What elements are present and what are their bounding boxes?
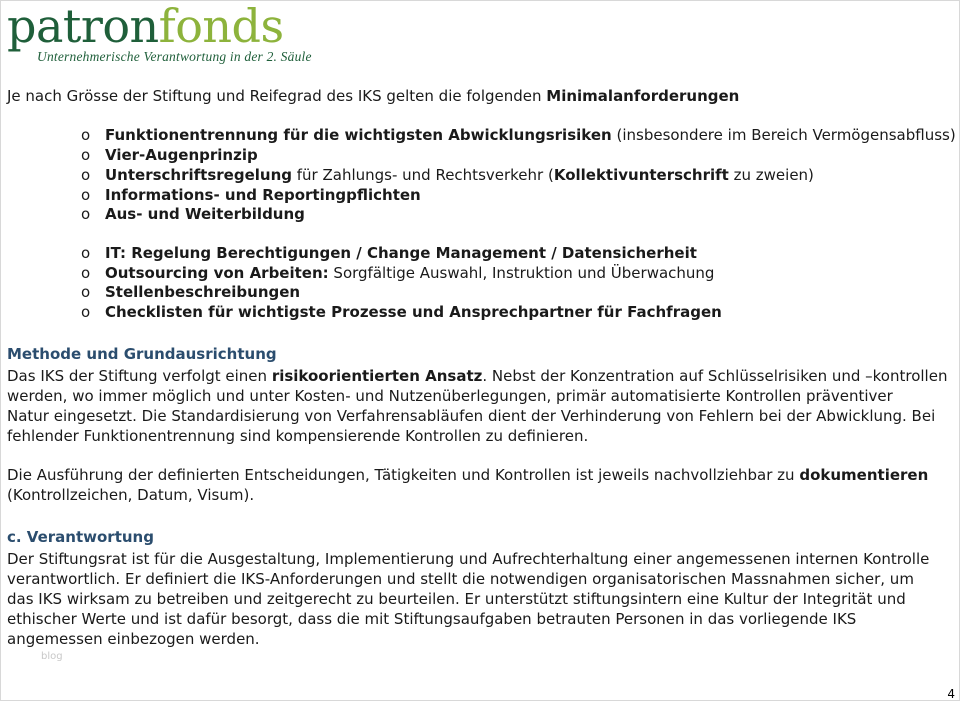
line-text: . Nebst der Konzentration auf Schlüsselrisiken und –kontrollen: [482, 367, 948, 385]
logo-word-fonds: fonds: [158, 0, 284, 53]
list-item: [81, 263, 714, 283]
list-item-bold: Funktionentrennung für die wichtigsten Abwicklungsrisiken: [105, 126, 612, 144]
list-item-bold: Unterschriftsregelung: [105, 166, 292, 184]
paragraph-verantwortung: [7, 549, 957, 649]
logo-wordmark: [7, 1, 312, 51]
logo: [7, 1, 312, 65]
line-text: Die Ausführung der definierten Entscheidungen, Tätigkeiten und Kontrollen ist jeweils nachvollziehbar zu: [7, 466, 800, 484]
paragraph-line: fehlender Funktionentrennung sind kompensierende Kontrollen zu definieren.: [7, 427, 589, 445]
bullet-marker: o: [81, 264, 91, 282]
list-item: [81, 165, 814, 185]
list-item: [81, 282, 300, 302]
paragraph-line: [7, 465, 957, 485]
logo-tagline: Unternehmerische Verantwortung in der 2. Säule: [37, 49, 312, 64]
paragraph-dokumentation: [7, 465, 957, 505]
list-item: [81, 302, 722, 322]
list-item-bold: Checklisten für wichtigste Prozesse und Ansprechpartner für Fachfragen: [105, 303, 722, 321]
list-item: [81, 185, 421, 205]
bullet-marker: o: [81, 126, 91, 144]
bullet-marker: o: [81, 186, 91, 204]
paragraph-line: Der Stiftungsrat ist für die Ausgestaltung, Implementierung und Aufrechterhaltung einer angemessenen internen Kontrolle: [7, 550, 930, 568]
bullet-marker: o: [81, 205, 91, 223]
list-item-text: zu zweien): [728, 166, 814, 184]
line-bold: dokumentieren: [799, 466, 929, 484]
list-item-bold: Outsourcing von Arbeiten:: [105, 264, 329, 282]
watermark: blog: [41, 651, 63, 662]
intro-sentence: [7, 86, 739, 106]
paragraph-line: ethischer Werte und ist dafür besorgt, dass die mit Stiftungsaufgaben betrauten Personen in das vorliegende IKS: [7, 610, 857, 628]
bullet-marker: o: [81, 146, 91, 164]
bullet-marker: o: [81, 166, 91, 184]
list-item: [81, 145, 258, 165]
paragraph-line: Natur eingesetzt. Die Standardisierung von Verfahrensabläufen dient der Verhinderung von Fehlern bei der Abwicklung. Bei: [7, 407, 936, 425]
intro-text: Je nach Grösse der Stiftung und Reifegrad des IKS gelten die folgenden: [7, 87, 547, 105]
list-item-text: (insbesondere im Bereich Vermögensabfluss): [611, 126, 956, 144]
paragraph-line: werden, wo immer möglich und unter Kosten- und Nutzenüberlegungen, primär automatisierte Kontrollen präventiver: [7, 387, 893, 405]
list-item: [81, 204, 305, 224]
paragraph-line: [7, 366, 957, 386]
bullet-marker: o: [81, 244, 91, 262]
line-bold: risikoorientierten Ansatz: [271, 367, 483, 385]
paragraph-line: verantwortlich. Er definiert die IKS-Anforderungen und stellt die notwendigen organisatorischen Massnahmen sicher, um: [7, 570, 914, 588]
bullet-marker: o: [81, 303, 91, 321]
list-item-bold: Kollektivunterschrift: [553, 166, 729, 184]
page-number: 4: [947, 687, 955, 701]
paragraph-methode: [7, 366, 957, 446]
bullet-marker: o: [81, 283, 91, 301]
list-item-bold: Vier-Augenprinzip: [105, 146, 258, 164]
paragraph-line: (Kontrollzeichen, Datum, Visum).: [7, 486, 255, 504]
list-item-bold: Aus- und Weiterbildung: [105, 205, 305, 223]
list-item-bold: IT: Regelung Berechtigungen / Change Management / Datensicherheit: [105, 244, 697, 262]
intro-bold: Minimalanforderungen: [546, 87, 740, 105]
list-item-text: Sorgfältige Auswahl, Instruktion und Überwachung: [328, 264, 715, 282]
section-heading-methode: Methode und Grundausrichtung: [7, 345, 277, 363]
list-item: [81, 125, 956, 145]
section-heading-verantwortung: c. Verantwortung: [7, 528, 154, 546]
list-item-bold: Informations- und Reportingpflichten: [105, 186, 421, 204]
line-text: Das IKS der Stiftung verfolgt einen: [7, 367, 272, 385]
list-item: [81, 243, 697, 263]
logo-word-patron: patron: [7, 0, 159, 53]
list-item-text: für Zahlungs- und Rechtsverkehr (: [291, 166, 554, 184]
paragraph-line: das IKS wirksam zu betreiben und zeitgerecht zu beurteilen. Er unterstützt stiftungsintern eine Kultur der Integrität und: [7, 590, 906, 608]
list-item-bold: Stellenbeschreibungen: [105, 283, 301, 301]
paragraph-line: angemessen einbezogen werden.: [7, 630, 260, 648]
